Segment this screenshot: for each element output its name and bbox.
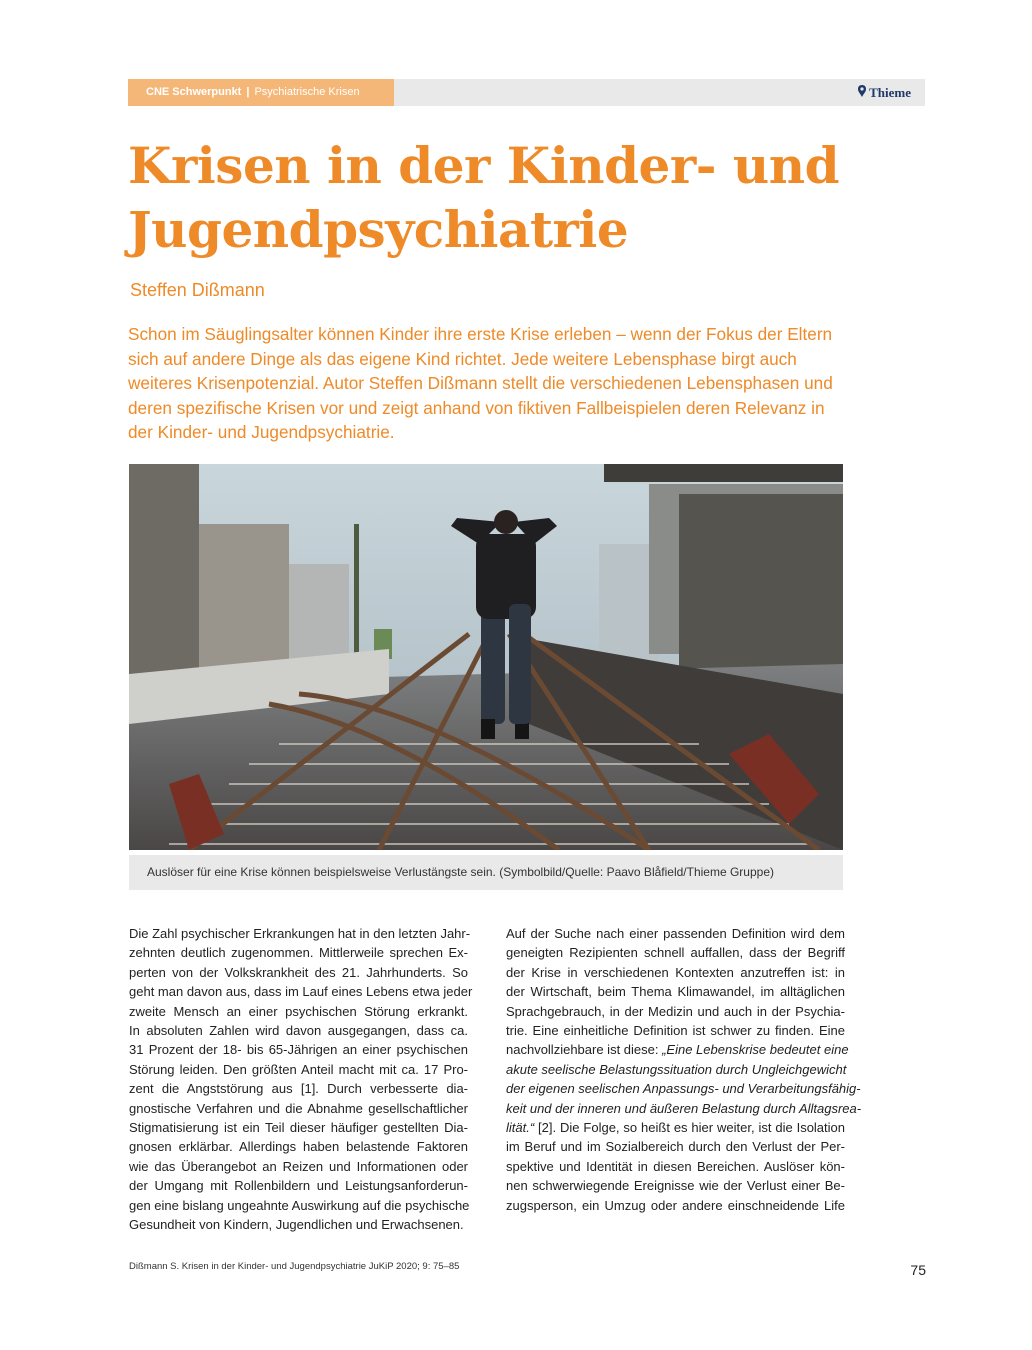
body-line: Stigmatisierung ist ein Teil dieser häufiger gestellten Dia- (129, 1120, 468, 1136)
body-line (506, 1060, 845, 1079)
body-line (506, 1040, 849, 1059)
body-line: zugsperson, ein Umzug oder andere einschneidende Life (506, 1197, 845, 1213)
quote-text: „Eine Lebenskrise bedeutet eine (662, 1042, 849, 1058)
body-line: zehnten deutlich zugenommen. Mittlerweile sprechen Ex- (129, 945, 468, 961)
body-line: Sprachgebrauch, in der Medizin und auch in der Psychia- (506, 1003, 845, 1019)
body-line: der Umgang mit Rollenbildern und Leistungsanforderun- (129, 1178, 468, 1194)
article-photo (129, 464, 843, 850)
body-line: zent die Angststörung aus [1]. Durch verbesserte dia- (129, 1081, 468, 1097)
body-line: spektive und Identität in diesen Bereichen. Auslöser kön- (506, 1158, 845, 1174)
author-name: Steffen Dißmann (130, 280, 265, 300)
body-line: Gesundheit von Kindern, Jugendlichen und Erwachsenen. (129, 1217, 464, 1233)
section-separator: | (246, 86, 250, 98)
quote-text: der eigenen seelischen Anpassungs- und Verarbeitungsfähig- (506, 1081, 861, 1097)
body-line: der Wirtschaft, beim Thema Klimawandel, im alltäglichen (506, 984, 845, 1000)
title-line-2: Jugendpsychiatrie (128, 200, 629, 259)
lead-paragraph: Schon im Säuglingsalter können Kinder ihre erste Krise erleben – wenn der Fokus der Eltern sich auf andere Dinge als das eigene Kind richtet. Jede weitere Lebensphase birgt auch weiteres Krisenpotenzial. Autor Steffen Dißmann stellt die verschiedenen Lebensphasen und deren spezifische Krisen vor und zeigt anhand von fiktiven Fallbeispielen deren Relevanz in der Kinder- und Jugendpsychiatrie. (128, 324, 833, 442)
body-line: Die Zahl psychischer Erkrankungen hat in den letzten Jahr- (129, 926, 471, 941)
body-text: [2]. Die Folge, so heißt es hier weiter, ist die Isolation (534, 1120, 845, 1136)
body-line: perten von der Volkskrankheit des 21. Jahrhunderts. So (129, 964, 468, 980)
body-line: Störung leiden. Den größten Anteil macht mit ca. 17 Pro- (129, 1061, 468, 1077)
body-line: geht man davon aus, dass im Lauf eines Lebens etwa jeder (129, 984, 473, 1000)
body-line (506, 1099, 862, 1118)
body-line: geneigten Rezipienten schnell auffallen, dass der Begriff (506, 945, 845, 961)
body-line: nen schwerwiegende Ereignisse wie der Verlust einer Be- (506, 1178, 845, 1194)
body-line: gnostische Verfahren und die Abnahme gesellschaftlicher (129, 1100, 468, 1116)
page-number: 75 (910, 1262, 926, 1278)
body-line (506, 1079, 861, 1098)
quote-text: lität.“ (506, 1120, 535, 1136)
body-line: zweite Mensch an einer psychischen Störung erkrankt. (129, 1003, 468, 1019)
brand-label: Thieme (869, 85, 911, 100)
body-line: In absoluten Zahlen wird davon ausgegangen, dass ca. (129, 1023, 468, 1039)
body-line: trie. Eine einheitliche Definition ist schwer zu finden. Eine (506, 1023, 845, 1039)
thieme-brand (857, 79, 911, 106)
image-caption: Auslöser für eine Krise können beispielsweise Verlustängste sein. (Symbolbild/Quelle: Paavo Blåfield/Thieme Gruppe) (129, 855, 843, 890)
railway-scene-illustration (129, 464, 843, 850)
quote-text: keit und der inneren und äußeren Belastung durch Alltagsrea- (506, 1100, 862, 1116)
body-column-1 (129, 924, 473, 1235)
thieme-logo-icon (857, 79, 867, 106)
body-line: 31 Prozent der 18- bis 65-Jährigen an einer psychischen (129, 1042, 468, 1058)
header-bar (128, 79, 925, 106)
section-label: CNE Schwerpunkt (146, 86, 242, 98)
body-line: der Krise in verschiedenen Kontexten anzutreffen ist: in (506, 964, 845, 980)
body-column-2 (506, 924, 862, 1215)
body-line: Auf der Suche nach einer passenden Definition wird dem (506, 926, 845, 941)
body-line: im Beruf und im Sozialbereich durch den Verlust der Per- (506, 1139, 845, 1155)
topic-label: Psychiatrische Krisen (254, 86, 360, 98)
quote-text: akute seelische Belastungssituation durch Ungleichgewicht (506, 1061, 847, 1077)
title-line-1: Krisen in der Kinder- und (128, 136, 840, 195)
body-line (506, 1118, 845, 1137)
body-text: nachvollziehbare ist diese: (506, 1042, 663, 1058)
body-line: wie das Überangebot an Reizen und Informationen oder (129, 1158, 468, 1174)
body-line: gnosen erklärbar. Allerdings haben belastende Faktoren (129, 1139, 468, 1155)
section-tag (128, 79, 394, 106)
article-title (128, 134, 948, 262)
body-line: gen eine bislang ungeahnte Auswirkung auf die psychische (129, 1197, 470, 1213)
footer-citation: Dißmann S. Krisen in der Kinder- und Jugendpsychiatrie JuKiP 2020; 9: 75–85 (129, 1261, 460, 1272)
